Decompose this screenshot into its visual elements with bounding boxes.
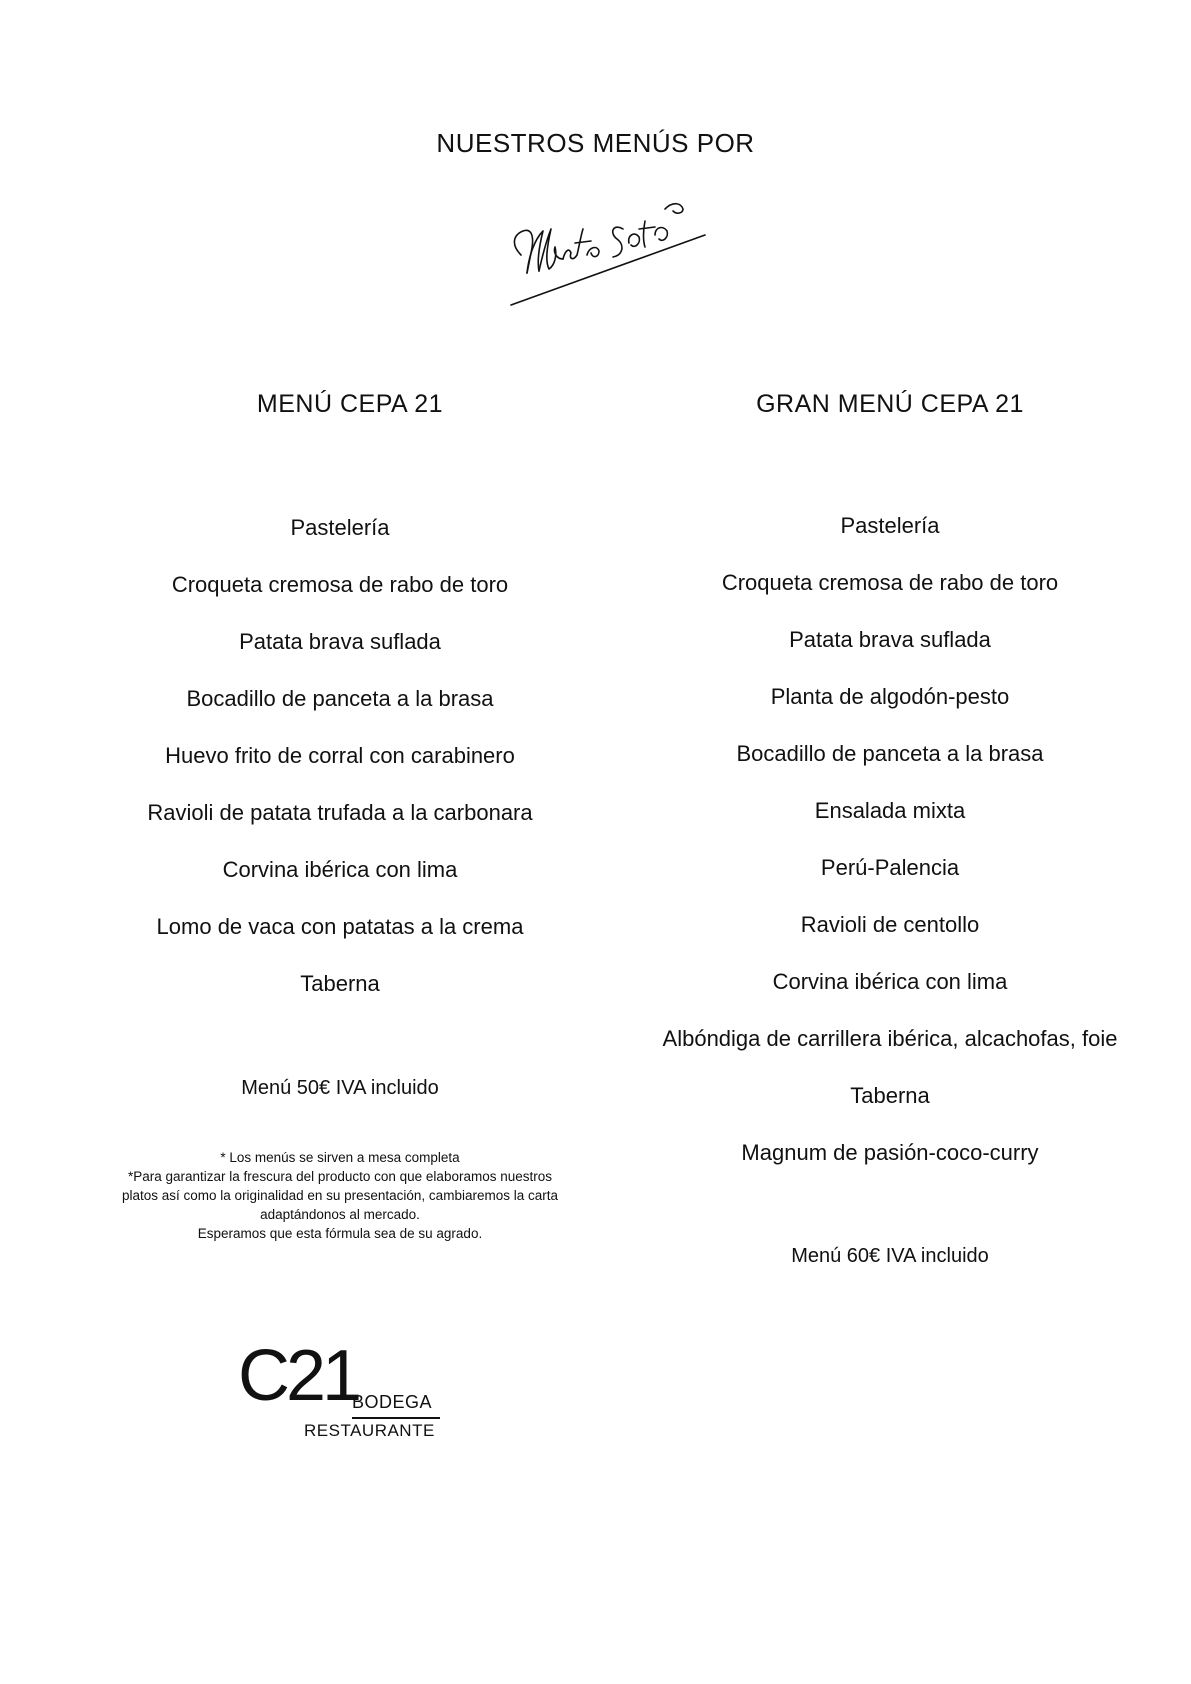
menu-item: Corvina ibérica con lima — [772, 969, 1008, 994]
gran-menu-cepa-21-title: GRAN MENÚ CEPA 21 — [756, 390, 1024, 418]
menu-item: Croqueta cremosa de rabo de toro — [171, 572, 509, 597]
menu-cepa-21-title: MENÚ CEPA 21 — [256, 390, 444, 418]
gran-menu-cepa-21-items — [640, 497, 1140, 1181]
menu-item: Planta de algodón-pesto — [770, 684, 1010, 709]
menu-item: Patata brava suflada — [789, 627, 991, 652]
menu-item: Bocadillo de panceta a la brasa — [186, 686, 494, 711]
menu-item: Lomo de vaca con patatas a la crema — [156, 914, 524, 939]
menu-item: Ravioli de patata trufada a la carbonara — [147, 800, 533, 825]
menu-item: Albóndiga de carrillera ibérica, alcachofas, foie — [662, 1026, 1118, 1051]
gran-menu-cepa-21-price: Menú 60€ IVA incluido — [791, 1245, 989, 1267]
menu-item: Croqueta cremosa de rabo de toro — [721, 570, 1059, 595]
note-line: platos así como la originalidad en su presentación, cambiaremos la carta — [122, 1188, 558, 1203]
menu-cepa-21-items — [110, 499, 570, 1012]
menu-item: Magnum de pasión-coco-curry — [741, 1140, 1039, 1165]
menu-item: Pastelería — [840, 513, 940, 538]
menu-item: Bocadillo de panceta a la brasa — [736, 741, 1044, 766]
menu-item: Corvina ibérica con lima — [222, 857, 458, 882]
menu-item: Pastelería — [290, 515, 390, 540]
menu-item: Patata brava suflada — [239, 629, 441, 654]
menu-item: Taberna — [850, 1083, 930, 1108]
logo-divider — [352, 1417, 440, 1419]
menu-item: Ensalada mixta — [814, 798, 966, 823]
signature-image — [505, 195, 735, 335]
c21-logo — [238, 1336, 448, 1440]
page-title: NUESTROS MENÚS POR — [436, 128, 755, 158]
note-line: adaptándonos al mercado. — [260, 1207, 420, 1222]
menu-item: Ravioli de centollo — [800, 912, 980, 937]
menu-item: Taberna — [300, 971, 380, 996]
menu-item: Perú-Palencia — [820, 855, 960, 880]
logo-bodega-text: BODEGA — [352, 1392, 433, 1412]
menu-item: Huevo frito de corral con carabinero — [165, 743, 515, 768]
note-line: *Para garantizar la frescura del producto con que elaboramos nuestros — [128, 1169, 552, 1184]
logo-restaurante-text: RESTAURANTE — [304, 1421, 435, 1440]
note-line: * Los menús se sirven a mesa completa — [220, 1150, 460, 1165]
note-line: Esperamos que esta fórmula sea de su agrado. — [197, 1226, 483, 1241]
menu-cepa-21-price: Menú 50€ IVA incluido — [241, 1077, 439, 1099]
logo-mark: C21 — [238, 1336, 359, 1416]
menu-notes — [80, 1148, 600, 1243]
